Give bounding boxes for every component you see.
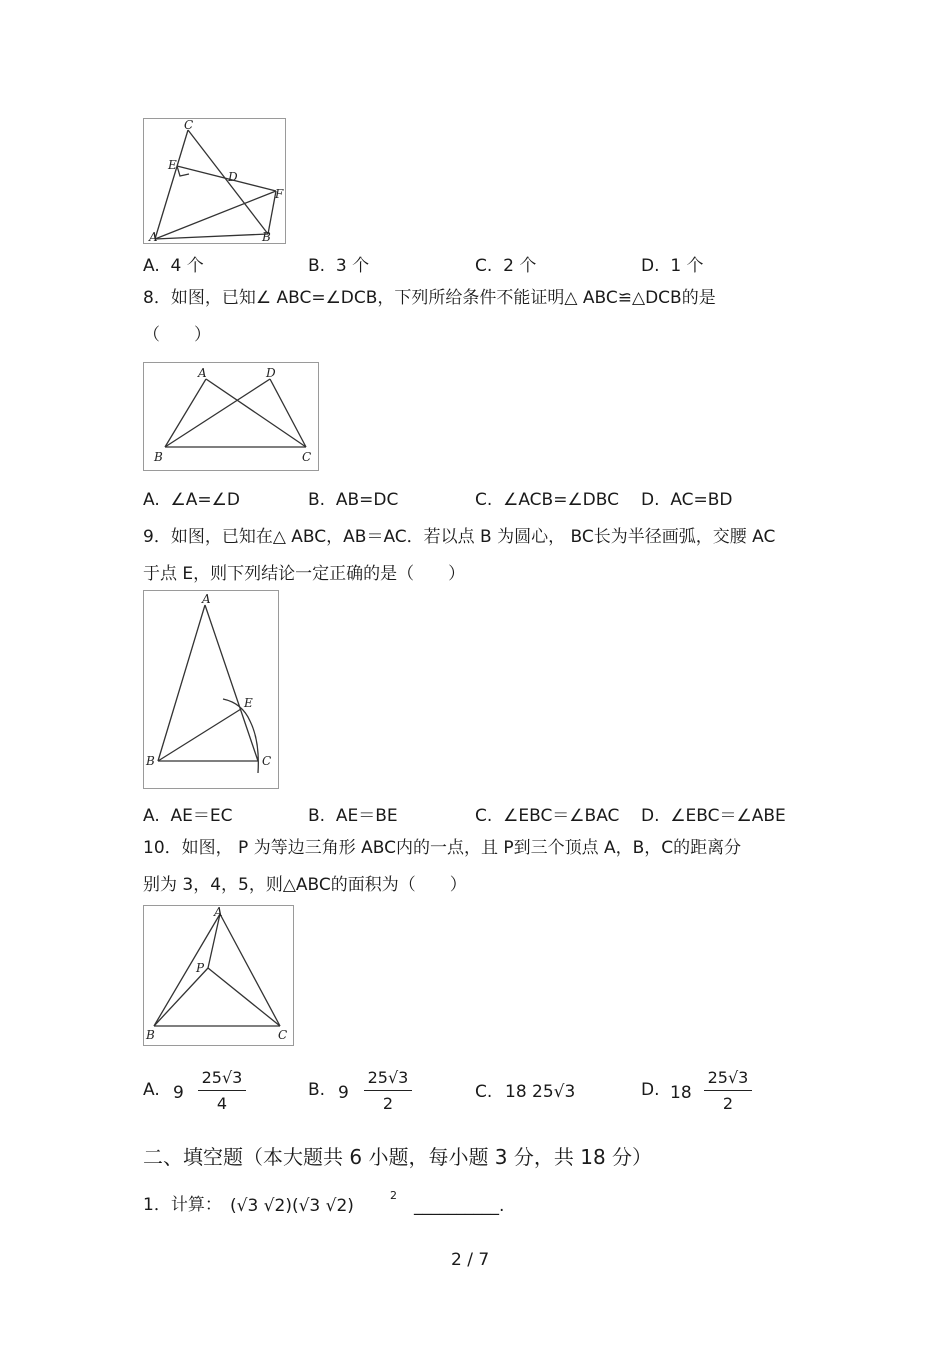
option-letter: B. bbox=[308, 256, 326, 276]
q10-figure bbox=[143, 905, 294, 1046]
option-text: AE＝BE bbox=[335, 806, 398, 826]
q8-option-b bbox=[308, 490, 398, 510]
q7-option-a bbox=[143, 251, 204, 276]
q10-option-a-lead: 9 bbox=[173, 1083, 184, 1103]
fraction-denominator: 2 bbox=[722, 1094, 734, 1113]
fraction-numerator: 25√3 bbox=[367, 1068, 409, 1087]
option-letter: C. bbox=[475, 490, 493, 510]
q9-label-b: B bbox=[146, 754, 155, 768]
option-text: ∠ACB=∠DBC bbox=[503, 490, 620, 510]
q9-label-e: E bbox=[244, 696, 253, 710]
option-text: ∠A=∠D bbox=[170, 490, 240, 510]
q10-option-b-fraction bbox=[364, 1068, 412, 1113]
q9-label-c: C bbox=[262, 754, 272, 768]
q8-option-c bbox=[475, 490, 619, 510]
q10-label-c: C bbox=[278, 1028, 288, 1042]
q9-figure-svg bbox=[144, 591, 278, 788]
fraction-bar bbox=[198, 1090, 246, 1091]
fraction-numerator: 25√3 bbox=[201, 1068, 243, 1087]
q7-label-d: D bbox=[228, 170, 238, 184]
q10-option-a-letter: A. bbox=[143, 1080, 160, 1100]
q7-label-f: F bbox=[275, 187, 284, 201]
q8-option-d bbox=[641, 490, 733, 510]
q7-label-b: B bbox=[262, 230, 271, 243]
q9-figure bbox=[143, 590, 279, 789]
q7-label-e: E bbox=[168, 158, 177, 172]
q10-label-p: P bbox=[196, 961, 205, 975]
q10-option-b-letter: B. bbox=[308, 1080, 326, 1100]
fraction-denominator: 4 bbox=[216, 1094, 228, 1113]
q10-option-d-lead: 18 bbox=[670, 1083, 692, 1103]
q8-figure bbox=[143, 362, 319, 471]
option-text: AC=BD bbox=[670, 490, 733, 510]
option-text: ∠EBC＝∠BAC bbox=[503, 806, 620, 826]
q9-stem-line2: 于点 E，则下列结论一定正确的是（ ） bbox=[143, 564, 466, 584]
q9-stem-line1: 9．如图，已知在△ ABC，AB＝AC．若以点 B 为圆心， BC长为半径画弧，交腰 AC bbox=[143, 527, 776, 547]
q7-label-a: A bbox=[149, 230, 158, 243]
option-text: 2 个 bbox=[503, 256, 537, 276]
q7-option-d bbox=[641, 251, 704, 276]
q9-option-c bbox=[475, 801, 619, 826]
fraction-numerator: 25√3 bbox=[707, 1068, 749, 1087]
q10-option-c-letter: C. bbox=[475, 1082, 493, 1102]
q7-figure bbox=[143, 118, 286, 244]
q9-option-b bbox=[308, 801, 398, 826]
option-letter: A. bbox=[143, 256, 160, 276]
q10-option-b-lead: 9 bbox=[338, 1083, 349, 1103]
q10-option-d-fraction bbox=[704, 1068, 752, 1113]
fill1-label: 1．计算： bbox=[143, 1195, 222, 1215]
option-text: ∠EBC＝∠ABE bbox=[670, 806, 786, 826]
fill1-answer-blank[interactable]: __________. bbox=[414, 1196, 505, 1216]
q10-label-b: B bbox=[146, 1028, 155, 1042]
q8-label-a: A bbox=[198, 366, 207, 380]
q8-stem-line1: 8．如图，已知∠ ABC=∠DCB，下列所给条件不能证明△ ABC≌△DCB的是 bbox=[143, 288, 716, 308]
q8-label-c: C bbox=[302, 450, 312, 464]
q8-stem-line2: （ ） bbox=[143, 325, 211, 345]
option-text: 3 个 bbox=[335, 256, 370, 276]
q10-option-c-lead: 18 25√3 bbox=[505, 1082, 576, 1102]
q7-label-c: C bbox=[184, 119, 194, 132]
fraction-bar bbox=[704, 1090, 752, 1091]
q7-option-b bbox=[308, 251, 369, 276]
option-letter: B. bbox=[308, 490, 326, 510]
option-letter: D. bbox=[641, 806, 660, 826]
option-text: AB=DC bbox=[335, 490, 399, 510]
option-letter: C. bbox=[475, 256, 493, 276]
q9-option-a bbox=[143, 801, 233, 826]
q10-label-a: A bbox=[214, 906, 223, 919]
q10-stem-line2: 别为 3，4，5，则△ABC的面积为（ ） bbox=[143, 875, 467, 895]
option-letter: A. bbox=[143, 806, 160, 826]
q8-figure-svg bbox=[144, 363, 318, 470]
q8-label-b: B bbox=[154, 450, 163, 464]
fill1-exponent: 2 bbox=[390, 1189, 397, 1202]
q10-stem-line1: 10．如图， P 为等边三角形 ABC内的一点，且 P到三个顶点 A，B，C的距离分 bbox=[143, 838, 742, 858]
q7-option-c bbox=[475, 251, 536, 276]
q8-option-a bbox=[143, 490, 240, 510]
q8-label-d: D bbox=[266, 366, 276, 380]
option-letter: C. bbox=[475, 806, 493, 826]
fraction-denominator: 2 bbox=[382, 1094, 394, 1113]
q10-figure-svg bbox=[144, 906, 293, 1045]
q10-option-d-letter: D. bbox=[641, 1080, 660, 1100]
q7-figure-svg bbox=[144, 119, 285, 243]
section-heading: 二、填空题（本大题共 6 小题，每小题 3 分，共 18 分） bbox=[143, 1145, 653, 1169]
fill1-expression: (√3 √2)(√3 √2) bbox=[230, 1196, 354, 1216]
option-text: 1 个 bbox=[670, 256, 704, 276]
option-letter: D. bbox=[641, 256, 660, 276]
q10-option-a-fraction bbox=[198, 1068, 246, 1113]
option-text: AE＝EC bbox=[170, 806, 233, 826]
option-letter: B. bbox=[308, 806, 326, 826]
option-letter: D. bbox=[641, 490, 660, 510]
q9-option-d bbox=[641, 801, 786, 826]
option-letter: A. bbox=[143, 490, 160, 510]
fraction-bar bbox=[364, 1090, 412, 1091]
q9-label-a: A bbox=[202, 592, 211, 606]
option-text: 4 个 bbox=[170, 256, 204, 276]
page-number: 2 / 7 bbox=[451, 1250, 490, 1270]
